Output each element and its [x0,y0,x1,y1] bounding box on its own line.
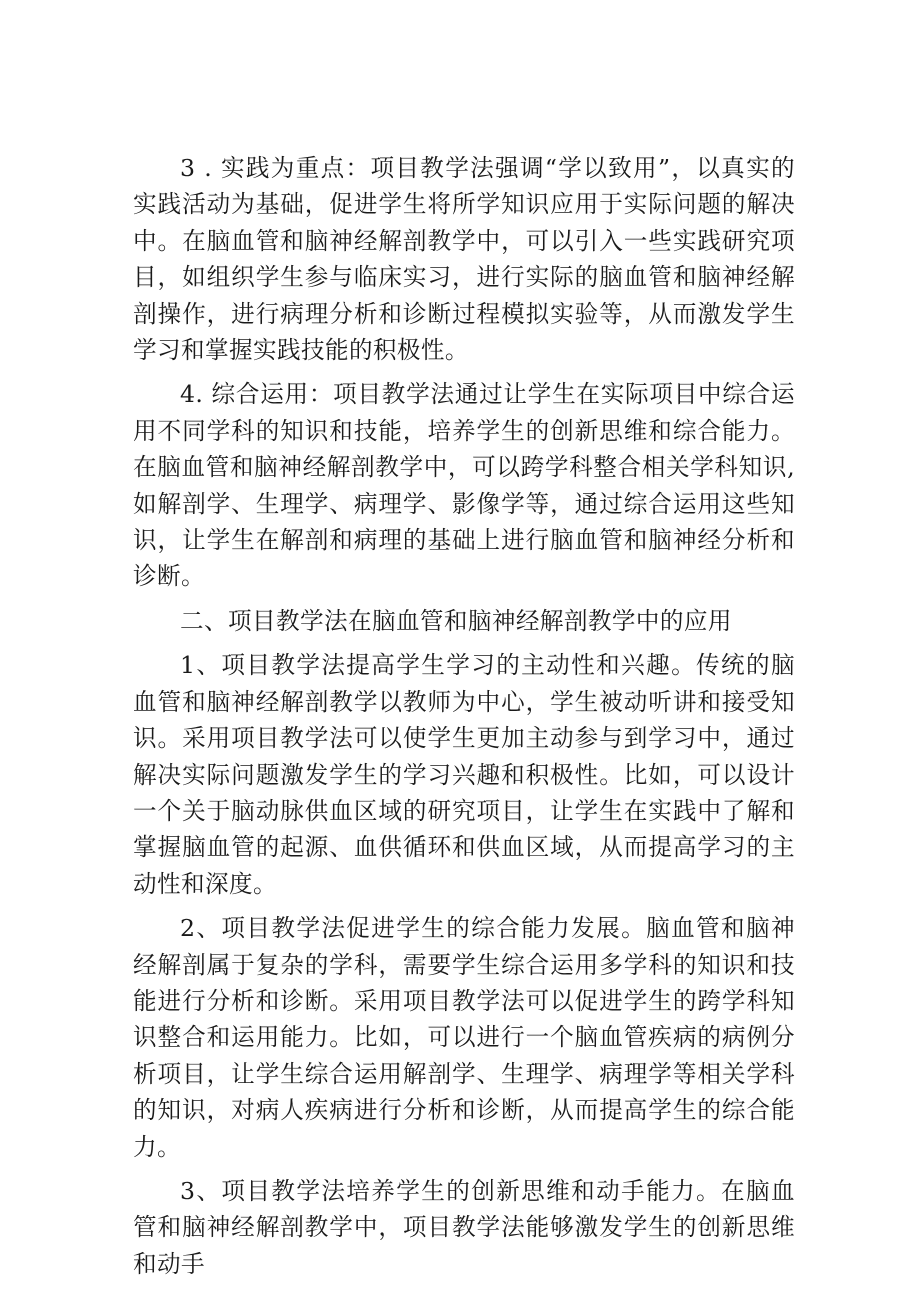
document-body [133,150,795,1282]
paragraph-comprehensive-use: 4. 综合运用：项目教学法通过让学生在实际项目中综合运用不同学科的知识和技能，培养学生的创新思维和综合能力。在脑血管和脑神经解剖教学中，可以跨学科整合相关学科知识,如解剖学、生理学、病理学、影像学等，通过综合运用这些知识，让学生在解剖和病理的基础上进行脑血管和脑神经分析和诊断。 [133,380,795,591]
paragraph-comprehensive-ability: 2、项目教学法促进学生的综合能力发展。脑血管和脑神经解剖属于复杂的学科，需要学生综合运用多学科的知识和技能进行分析和诊断。采用项目教学法可以促进学生的跨学科知识整合和运用能力。比如，可以进行一个脑血管疾病的病例分析项目，让学生综合运用解剖学、生理学、病理学等相关学科的知识，对病人疾病进行分析和诊断，从而提高学生的综合能力。 [133,914,795,1161]
paragraph-initiative-interest: 1、项目教学法提高学生学习的主动性和兴趣。传统的脑血管和脑神经解剖教学以教师为中心，学生被动听讲和接受知识。采用项目教学法可以使学生更加主动参与到学习中，通过解决实际问题激发学生的学习兴趣和积极性。比如，可以设计一个关于脑动脉供血区域的研究项目，让学生在实践中了解和掌握脑血管的起源、血供循环和供血区域，从而提高学习的主动性和深度。 [133,651,795,898]
paragraph-practice-focus: 3 . 实践为重点：项目教学法强调“学以致用”，以真实的实践活动为基础，促进学生将所学知识应用于实际问题的解决中。在脑血管和脑神经解剖教学中，可以引入一些实践研究项目，如组织学生参与临床实习，进行实际的脑血管和脑神经解剖操作，进行病理分析和诊断过程模拟实验等，从而激发学生学习和掌握实践技能的积极性。 [133,154,795,365]
paragraph-innovation-handson: 3、项目教学法培养学生的创新思维和动手能力。在脑血管和脑神经解剖教学中，项目教学法能够激发学生的创新思维和动手 [133,1176,795,1278]
section-heading-application: 二、项目教学法在脑血管和脑神经解剖教学中的应用 [180,606,732,635]
